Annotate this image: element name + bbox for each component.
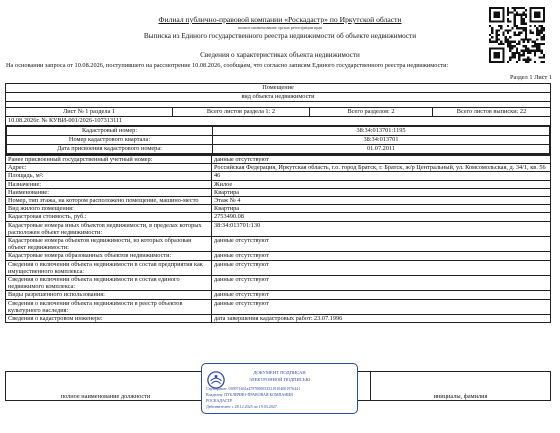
table-row [6, 180, 551, 188]
field-label: Сведения о включении объекта недвижимости в реестр объектов культурного наследия: [6, 299, 212, 314]
stamp-line-2: ЭЛЕКТРОННОЙ ПОДПИСЬЮ [248, 377, 311, 382]
field-value: дата завершения кадастровых работ: 23.07.1996 [212, 315, 551, 323]
table-row [6, 315, 551, 323]
field-label: Сведения о включении объекта недвижимости в состав предприятия как имущественного комплекса: [6, 260, 212, 275]
field-label: Кадастровая стоимость, руб.: [6, 213, 212, 221]
header-table [5, 83, 551, 155]
field-value: 46 [212, 172, 551, 180]
field-value: данные отсутствуют [212, 252, 551, 260]
basis-text: На основании запроса от 10.08.2026, поступившего на рассмотрение 10.08.2026, сообщаем, что согласно записям Единого государственного реестра недвижимости: [6, 62, 449, 69]
stamp-owner-2: РОСКАДАСТР [206, 398, 233, 403]
info-title: Сведения о характеристиках объекта недвижимости [200, 51, 360, 59]
table-row [6, 197, 551, 205]
field-value: данные отсутствуют [212, 156, 551, 164]
field-value: данные отсутствуют [212, 260, 551, 275]
field-label: Кадастровые номера иных объектов недвижимости, в пределах которых расположен объект недвижимости: [6, 221, 212, 236]
field-label: Ранее присвоенный государственный учетный номер: [6, 156, 212, 164]
table-row [6, 252, 551, 260]
extract-title: Выписка из Единого государственного реестра недвижимости об объекте недвижимости [143, 32, 417, 40]
table-row [6, 205, 551, 213]
table-row [6, 172, 551, 180]
table-row [6, 156, 551, 164]
field-label: Кадастровый номер: [7, 127, 213, 136]
stamp-owner: Владелец: ПУБЛИЧНО-ПРАВОВАЯ КОМПАНИЯ [206, 392, 293, 397]
field-value: 38:34:013701:130 [212, 221, 551, 236]
table-row [6, 213, 551, 221]
field-value: Этаж № 4 [212, 197, 551, 205]
field-label: Дата присвоения кадастрового номера: [7, 145, 213, 154]
sheet-label: Лист № 1 раздела 1 [6, 108, 173, 117]
field-label: Назначение: [6, 180, 212, 188]
field-label: Вид жилого помещения: [6, 205, 212, 213]
field-label: Кадастровые номера объектов недвижимости, из которых образован объект недвижимости: [6, 237, 212, 252]
field-value: 2753490.08 [212, 213, 551, 221]
field-value: данные отсутствуют [212, 276, 551, 291]
sections-total: Всего разделов: 2 [310, 108, 433, 117]
field-label: Сведения о кадастровом инженере: [6, 315, 212, 323]
request-number: 10.08.2026г. № КУВИ-001/2026-107313111 [6, 117, 551, 126]
stamp-validity: Действителен: с 28.12.2025 по 19.03.2027 [206, 404, 277, 409]
table-row [6, 299, 551, 314]
table-row [7, 127, 550, 136]
field-label: Кадастровые номера образованных объектов недвижимости: [6, 252, 212, 260]
table-row [6, 188, 551, 196]
field-value: Квартира [212, 188, 551, 196]
e-signature-stamp [201, 363, 358, 414]
table-row [7, 145, 550, 154]
field-label: Виды разрешенного использования: [6, 291, 212, 299]
field-label: Адрес: [6, 164, 212, 172]
stamp-certificate: Сертификат: 039971461a47970000335219104001976441 [206, 386, 301, 391]
table-row [6, 291, 551, 299]
field-value: 38:34:013701:1195 [213, 127, 550, 136]
branch-caption: полное наименование органа регистрации прав [237, 25, 323, 30]
field-value: 01.07.2011 [213, 145, 550, 154]
characteristics-table [5, 155, 551, 323]
table-row [7, 136, 550, 145]
table-row [6, 237, 551, 252]
table-row [6, 221, 551, 236]
object-name: Помещение [6, 84, 551, 93]
field-value: Квартира [212, 205, 551, 213]
field-value: данные отсутствуют [212, 291, 551, 299]
object-name-caption: вид объекта недвижимости [6, 93, 551, 102]
field-value: 38:34:013701 [213, 136, 550, 145]
sheets-in-section: Всего листов раздела 1: 2 [173, 108, 310, 117]
position-label: полное наименование должности [6, 372, 206, 401]
id-cell [6, 126, 551, 155]
field-value: данные отсутствуют [212, 299, 551, 314]
sheets-total: Всего листов выписки: 22 [433, 108, 551, 117]
field-value: Российская Федерация, Иркутская область, г.о. город Братск, г. Братск, ж/р Центральный, ул. Комсомольская, д. 34/1, кв. 56 [212, 164, 551, 172]
field-value: Жилое [212, 180, 551, 188]
name-label: инициалы, фамилия [371, 372, 551, 401]
field-label: Площадь, м²: [6, 172, 212, 180]
stamp-line-1: ДОКУМЕНТ ПОДПИСАН [253, 370, 306, 375]
table-row [6, 260, 551, 275]
branch-name: Филиал публично-правовой компании «Роскадастр» по Иркутской области [158, 15, 402, 24]
section-ref: Раздел 1 Лист 1 [509, 74, 552, 81]
table-row [6, 276, 551, 291]
field-label: Сведения о включении объекта недвижимости в состав единого недвижимого комплекса: [6, 276, 212, 291]
field-label: Наименование: [6, 188, 212, 196]
field-label: Номер кадастрового квартала: [7, 136, 213, 145]
id-table [6, 126, 550, 154]
field-label: Номер, тип этажа, на котором расположено помещение, машино-место [6, 197, 212, 205]
field-value: данные отсутствуют [212, 237, 551, 252]
table-row [6, 164, 551, 172]
